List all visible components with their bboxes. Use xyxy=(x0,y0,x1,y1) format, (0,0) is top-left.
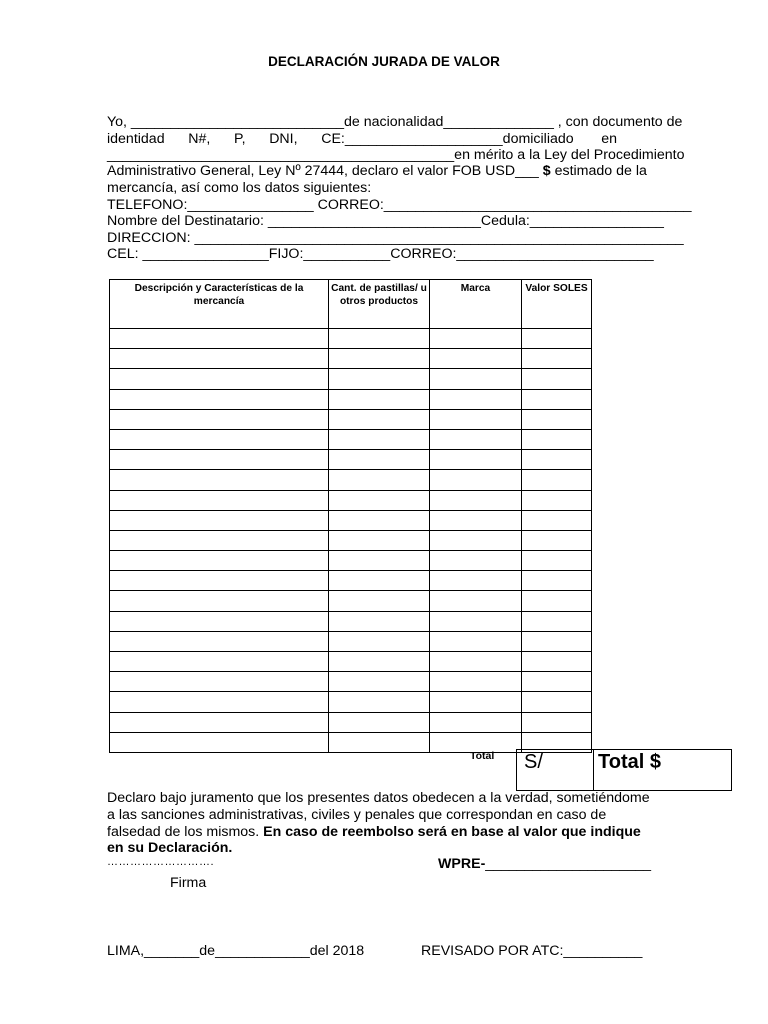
table-cell[interactable] xyxy=(430,571,522,591)
table-cell[interactable] xyxy=(522,631,592,651)
table-cell[interactable] xyxy=(522,692,592,712)
total-usd-label: Total $ xyxy=(598,751,661,773)
table-cell[interactable] xyxy=(522,530,592,550)
table-cell[interactable] xyxy=(110,551,329,571)
table-cell[interactable] xyxy=(522,450,592,470)
table-cell[interactable] xyxy=(430,672,522,692)
signature-label: Firma xyxy=(170,875,207,891)
declaration-paragraph xyxy=(107,790,661,857)
form-line-text: Yo, ___________________________de nacionalidad______________ , con documento de xyxy=(107,114,683,130)
form-line-1 xyxy=(107,114,683,131)
table-cell[interactable] xyxy=(522,490,592,510)
table-cell[interactable] xyxy=(329,510,430,530)
table-row xyxy=(110,652,592,672)
form-line-7 xyxy=(107,213,664,230)
table-cell[interactable] xyxy=(110,369,329,389)
table-cell[interactable] xyxy=(329,591,430,611)
table-cell[interactable] xyxy=(430,712,522,732)
table-cell[interactable] xyxy=(522,652,592,672)
table-cell[interactable] xyxy=(329,732,430,752)
table-cell[interactable] xyxy=(110,712,329,732)
table-row xyxy=(110,551,592,571)
table-row xyxy=(110,329,592,349)
items-table-body xyxy=(110,329,592,753)
table-cell[interactable] xyxy=(430,490,522,510)
table-cell[interactable] xyxy=(430,409,522,429)
table-cell[interactable] xyxy=(522,349,592,369)
form-line-text: identidad N#, P, DNI, CE:____________________domiciliado en xyxy=(107,131,618,147)
form-line-text: CEL: ________________FIJO:___________CORREO:_________________________ xyxy=(107,246,654,262)
form-line-text: Administrativo General, Ley Nº 27444, declaro el valor FOB USD___ xyxy=(107,163,543,179)
table-cell[interactable] xyxy=(329,450,430,470)
table-cell[interactable] xyxy=(329,429,430,449)
table-cell[interactable] xyxy=(522,409,592,429)
table-row xyxy=(110,429,592,449)
table-cell[interactable] xyxy=(430,652,522,672)
table-cell[interactable] xyxy=(110,349,329,369)
header-quantity: Cant. de pastillas/ u otros productos xyxy=(329,280,430,329)
table-row xyxy=(110,591,592,611)
form-line-text: mercancía, así como los datos siguientes: xyxy=(107,180,372,196)
table-cell[interactable] xyxy=(329,611,430,631)
table-cell[interactable] xyxy=(522,329,592,349)
table-cell[interactable] xyxy=(329,329,430,349)
dollar-sign: $ xyxy=(542,163,551,179)
table-cell[interactable] xyxy=(110,571,329,591)
form-line-text: ____________________________________________en mérito a la Ley del Procedimiento xyxy=(107,147,685,163)
table-cell[interactable] xyxy=(522,470,592,490)
table-row xyxy=(110,611,592,631)
table-cell[interactable] xyxy=(329,652,430,672)
table-row xyxy=(110,450,592,470)
table-cell[interactable] xyxy=(430,429,522,449)
table-cell[interactable] xyxy=(329,692,430,712)
table-cell[interactable] xyxy=(110,631,329,651)
signature-line: ………………………. xyxy=(107,856,215,868)
table-cell[interactable] xyxy=(329,551,430,571)
table-cell[interactable] xyxy=(329,470,430,490)
table-row xyxy=(110,631,592,651)
table-cell[interactable] xyxy=(110,530,329,550)
form-line-3 xyxy=(107,147,685,164)
form-line-2 xyxy=(107,131,661,148)
table-cell[interactable] xyxy=(110,490,329,510)
table-cell[interactable] xyxy=(430,591,522,611)
table-cell[interactable] xyxy=(329,369,430,389)
table-row xyxy=(110,530,592,550)
form-line-6 xyxy=(107,197,692,214)
table-cell[interactable] xyxy=(522,611,592,631)
table-cell[interactable] xyxy=(522,551,592,571)
table-cell[interactable] xyxy=(430,470,522,490)
table-cell[interactable] xyxy=(329,712,430,732)
total-label: Total xyxy=(470,750,495,762)
form-line-8 xyxy=(107,230,684,247)
form-line-text: Nombre del Destinatario: ___________________________Cedula:_________________ xyxy=(107,213,664,229)
table-cell[interactable] xyxy=(110,409,329,429)
form-line-4 xyxy=(107,163,661,180)
table-cell[interactable] xyxy=(110,510,329,530)
table-row xyxy=(110,692,592,712)
totals-divider xyxy=(593,749,594,790)
place-date-line: LIMA,_______de____________del 2018 xyxy=(107,943,365,959)
table-row xyxy=(110,349,592,369)
table-cell[interactable] xyxy=(329,672,430,692)
table-cell[interactable] xyxy=(110,470,329,490)
table-cell[interactable] xyxy=(430,369,522,389)
table-row xyxy=(110,672,592,692)
wpre-line: _____________________ xyxy=(485,856,651,872)
form-line-text-end: estimado de la xyxy=(550,163,647,179)
table-cell[interactable] xyxy=(110,652,329,672)
table-cell[interactable] xyxy=(329,631,430,651)
table-cell[interactable] xyxy=(430,551,522,571)
declaration-text: Declaro bajo juramento que los presentes datos obedecen a la verdad, sometiéndome a las sanciones administrativas, civiles y penales que correspondan en caso de falsedad de los mismos. xyxy=(107,790,650,840)
table-cell[interactable] xyxy=(329,409,430,429)
table-cell[interactable] xyxy=(522,591,592,611)
table-cell[interactable] xyxy=(430,692,522,712)
table-cell[interactable] xyxy=(110,450,329,470)
table-cell[interactable] xyxy=(110,692,329,712)
table-cell[interactable] xyxy=(522,571,592,591)
header-brand: Marca xyxy=(430,280,522,329)
table-row xyxy=(110,571,592,591)
reviewed-by-line: REVISADO POR ATC:__________ xyxy=(421,943,643,959)
table-row xyxy=(110,712,592,732)
table-cell[interactable] xyxy=(329,571,430,591)
table-cell[interactable] xyxy=(110,329,329,349)
table-row xyxy=(110,510,592,530)
document-title: DECLARACIÓN JURADA DE VALOR xyxy=(268,54,500,69)
form-line-9 xyxy=(107,246,661,263)
table-cell[interactable] xyxy=(430,510,522,530)
table-cell[interactable] xyxy=(329,389,430,409)
table-cell[interactable] xyxy=(329,349,430,369)
table-cell[interactable] xyxy=(110,389,329,409)
table-row xyxy=(110,369,592,389)
table-row xyxy=(110,409,592,429)
table-header-row xyxy=(110,280,592,329)
form-line-text: TELEFONO:________________ CORREO:_______________________________________ xyxy=(107,197,692,213)
table-cell[interactable] xyxy=(110,611,329,631)
table-cell[interactable] xyxy=(430,450,522,470)
table-cell[interactable] xyxy=(522,389,592,409)
form-line-5 xyxy=(107,180,661,197)
total-soles-label: S/ xyxy=(524,751,543,773)
table-row xyxy=(110,389,592,409)
table-cell[interactable] xyxy=(522,429,592,449)
header-description: Descripción y Características de la mercancía xyxy=(110,280,329,329)
declaration-bold-text: En caso de reembolso será en base al valor que indique en su Declaración. xyxy=(107,823,641,857)
table-cell[interactable] xyxy=(110,591,329,611)
table-cell[interactable] xyxy=(110,429,329,449)
table-row xyxy=(110,470,592,490)
form-line-text: DIRECCION: ______________________________________________________________ xyxy=(107,230,684,246)
table-cell[interactable] xyxy=(430,631,522,651)
table-cell[interactable] xyxy=(430,530,522,550)
table-cell[interactable] xyxy=(110,672,329,692)
wpre-label: WPRE- xyxy=(438,856,486,872)
table-cell[interactable] xyxy=(522,369,592,389)
table-cell[interactable] xyxy=(329,530,430,550)
table-cell[interactable] xyxy=(110,732,329,752)
table-cell[interactable] xyxy=(522,510,592,530)
table-row xyxy=(110,490,592,510)
wpre-field xyxy=(438,856,651,872)
table-cell[interactable] xyxy=(430,349,522,369)
items-table xyxy=(109,279,592,753)
table-cell[interactable] xyxy=(522,712,592,732)
table-cell[interactable] xyxy=(522,672,592,692)
table-cell[interactable] xyxy=(430,611,522,631)
table-cell[interactable] xyxy=(430,389,522,409)
table-cell[interactable] xyxy=(329,490,430,510)
table-cell[interactable] xyxy=(430,329,522,349)
header-value-soles: Valor SOLES xyxy=(522,280,592,329)
